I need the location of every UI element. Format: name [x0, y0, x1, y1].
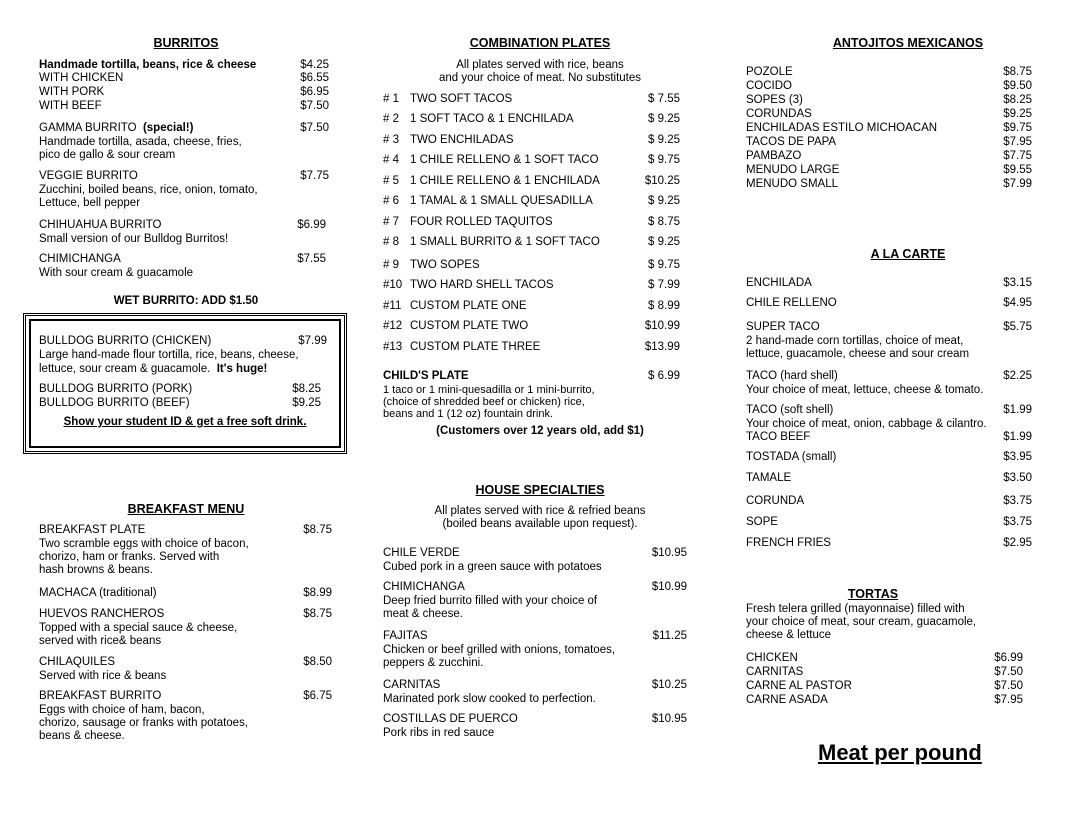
item-description: Your choice of meat, onion, cabbage & cilantro.	[746, 418, 987, 430]
item-name: CHICKEN	[746, 652, 798, 664]
item-description: Chicken or beef grilled with onions, tomatoes, peppers & zucchini.	[383, 644, 616, 669]
item-label: 1 SMALL BURRITO & 1 SOFT TACO	[410, 236, 600, 248]
item-name: CORUNDAS	[746, 108, 812, 120]
item-price: $13.99	[644, 341, 680, 353]
item-number: # 8	[383, 236, 399, 248]
item-name: MENUDO SMALL	[746, 178, 839, 190]
item-price: $3.95	[1003, 451, 1032, 463]
item-price: $ 9.25	[648, 113, 680, 125]
item-name: CHILAQUILES	[39, 656, 116, 668]
item-name: CHILE RELLENO	[746, 297, 837, 309]
item-name	[383, 134, 514, 147]
item-description: Pork ribs in red sauce	[383, 727, 495, 739]
menu-item	[746, 122, 1032, 135]
menu-item	[39, 587, 332, 600]
item-number: # 9	[383, 259, 399, 271]
item-description: Served with rice & beans	[39, 670, 167, 682]
item-number: #12	[383, 320, 403, 332]
menu-item	[383, 713, 687, 726]
item-price: $ 6.99	[648, 370, 680, 382]
menu-item	[746, 94, 1032, 107]
item-name: MENUDO LARGE	[746, 164, 840, 176]
item-price: $6.99	[994, 652, 1023, 664]
menu-item	[39, 608, 332, 621]
menu-item	[383, 134, 680, 147]
item-description: Small version of our Bulldog Burritos!	[39, 233, 229, 245]
menu-item	[383, 300, 680, 313]
item-name: BULLDOG BURRITO (CHICKEN)	[39, 335, 212, 347]
item-price: $ 9.25	[648, 134, 680, 146]
menu-item	[39, 122, 329, 135]
item-name	[383, 216, 553, 229]
item-name	[383, 320, 528, 333]
item-price: $2.25	[1003, 370, 1032, 382]
item-label: TWO HARD SHELL TACOS	[410, 279, 554, 291]
menu-item	[383, 341, 680, 354]
menu-item	[39, 253, 326, 266]
menu-item	[383, 320, 680, 333]
desc-emphasis: It's huge!	[216, 363, 268, 375]
item-name: CHIHUAHUA BURRITO	[39, 219, 162, 231]
item-label: TWO SOFT TACOS	[410, 93, 513, 105]
item-price: $8.99	[303, 587, 332, 599]
item-name: CHILE VERDE	[383, 547, 460, 559]
item-name: TACO (soft shell)	[746, 404, 834, 416]
menu-item	[746, 108, 1032, 121]
item-name: BREAKFAST BURRITO	[39, 690, 162, 702]
item-name	[383, 236, 600, 249]
item-name: CARNITAS	[383, 679, 441, 691]
menu-item	[39, 170, 329, 183]
item-name	[383, 259, 480, 272]
item-price: $8.25	[292, 383, 321, 395]
item-name: CARNE AL PASTOR	[746, 680, 852, 692]
menu-item	[746, 80, 1032, 93]
item-price: $ 9.25	[648, 236, 680, 248]
item-name	[383, 154, 599, 167]
menu-item	[383, 370, 680, 383]
item-price: $9.55	[1003, 164, 1032, 176]
item-name	[383, 113, 574, 126]
item-name: COSTILLAS DE PUERCO	[383, 713, 518, 725]
item-name: HUEVOS RANCHEROS	[39, 608, 165, 620]
menu-item	[39, 86, 329, 99]
item-name: TAMALE	[746, 472, 792, 484]
menu-item	[746, 431, 1032, 444]
item-price: $7.50	[994, 680, 1023, 692]
menu-item	[746, 516, 1032, 529]
item-price: $10.25	[644, 175, 680, 187]
item-name: CORUNDA	[746, 495, 805, 507]
menu-item	[383, 93, 680, 106]
item-price: $7.75	[1003, 150, 1032, 162]
item-description: Deep fried burrito filled with your choice of meat & cheese.	[383, 595, 598, 620]
item-price: $10.99	[644, 320, 680, 332]
item-name: WITH CHICKEN	[39, 72, 124, 84]
item-description: Marinated pork slow cooked to perfection.	[383, 693, 596, 705]
combo-intro: All plates served with rice, beans and your choice of meat. No substitutes	[439, 59, 641, 84]
item-name: ENCHILADA	[746, 277, 812, 289]
student-offer: Show your student ID & get a free soft drink.	[63, 416, 307, 428]
combo-heading: COMBINATION PLATES	[469, 36, 611, 50]
menu-item	[383, 154, 680, 167]
item-price: $7.50	[300, 100, 329, 112]
item-price: $8.75	[1003, 66, 1032, 78]
item-name	[383, 93, 512, 106]
item-price: $7.99	[298, 335, 327, 347]
item-number: # 5	[383, 175, 399, 187]
item-price: $10.95	[651, 713, 687, 725]
item-label: TWO SOPES	[410, 259, 480, 271]
menu-item	[746, 652, 1023, 665]
item-name: BREAKFAST PLATE	[39, 524, 146, 536]
menu-item	[746, 150, 1032, 163]
item-name: SOPES (3)	[746, 94, 803, 106]
menu-item	[39, 397, 321, 410]
menu-item	[746, 66, 1032, 79]
item-name	[383, 341, 540, 354]
item-price: $2.95	[1003, 537, 1032, 549]
menu-item	[383, 113, 680, 126]
item-name: VEGGIE BURRITO	[39, 170, 138, 182]
item-price: $6.75	[303, 690, 332, 702]
item-price: $8.75	[303, 524, 332, 536]
menu-item	[39, 100, 329, 113]
menu-item	[383, 236, 680, 249]
wet-burrito-note: WET BURRITO: ADD $1.50	[113, 295, 259, 307]
item-number: # 4	[383, 154, 399, 166]
item-price: $4.25	[300, 59, 329, 71]
item-price: $7.55	[297, 253, 326, 265]
meat-per-pound-title: Meat per pound	[818, 740, 982, 765]
item-price: $7.95	[994, 694, 1023, 706]
item-label: 1 CHILE RELLENO & 1 SOFT TACO	[410, 154, 599, 166]
item-label: 1 CHILE RELLENO & 1 ENCHILADA	[410, 175, 600, 187]
item-price: $8.75	[303, 608, 332, 620]
carte-heading: A LA CARTE	[870, 247, 946, 261]
item-price: $11.25	[652, 630, 687, 642]
item-name: Handmade tortilla, beans, rice & cheese	[39, 59, 257, 71]
item-description: With sour cream & guacamole	[39, 267, 194, 279]
item-name	[383, 300, 527, 313]
menu-item	[746, 321, 1032, 334]
menu-item	[746, 404, 1032, 417]
item-price: $6.55	[300, 72, 329, 84]
menu-item	[746, 164, 1032, 177]
item-name: ENCHILADAS ESTILO MICHOACAN	[746, 122, 938, 134]
item-price: $9.25	[1003, 108, 1032, 120]
item-name: MACHACA (traditional)	[39, 587, 157, 599]
menu-item	[383, 259, 680, 272]
item-price: $5.75	[1003, 321, 1032, 333]
item-name: WITH BEEF	[39, 100, 102, 112]
item-price: $7.75	[300, 170, 329, 182]
item-price: $10.95	[651, 547, 687, 559]
item-price: $1.99	[1003, 431, 1032, 443]
item-label: 1 TAMAL & 1 SMALL QUESADILLA	[410, 195, 593, 207]
item-name: TACO (hard shell)	[746, 370, 838, 382]
item-name: WITH PORK	[39, 86, 105, 98]
item-description: Large hand-made flour tortilla, rice, beans, cheese,	[39, 349, 299, 361]
item-name: GAMMA BURRITO	[39, 122, 137, 134]
menu-item	[746, 178, 1032, 191]
item-label: FOUR ROLLED TAQUITOS	[410, 216, 553, 228]
item-name	[383, 175, 600, 188]
item-description: Handmade tortilla, asada, cheese, fries, pico de gallo & sour cream	[39, 136, 242, 161]
item-price: $7.50	[994, 666, 1023, 678]
menu-item	[39, 72, 329, 85]
item-name: TOSTADA (small)	[746, 451, 837, 463]
menu-item	[39, 656, 332, 669]
item-name: SUPER TACO	[746, 321, 820, 333]
child-note: (Customers over 12 years old, add $1)	[436, 425, 644, 437]
item-price: $9.75	[1003, 122, 1032, 134]
item-name: CHILD'S PLATE	[383, 370, 469, 382]
tortas-heading: TORTAS	[847, 587, 899, 601]
item-price: $6.95	[300, 86, 329, 98]
item-price: $8.50	[303, 656, 332, 668]
menu-item	[746, 680, 1023, 693]
menu-item	[383, 279, 680, 292]
menu-item	[39, 219, 326, 232]
item-description: Two scramble eggs with choice of bacon, chorizo, ham or franks. Served with hash browns & beans.	[39, 538, 249, 576]
item-name: FRENCH FRIES	[746, 537, 831, 549]
burritos-heading: BURRITOS	[153, 36, 219, 50]
item-label: TWO ENCHILADAS	[410, 134, 514, 146]
item-price: $ 8.75	[648, 216, 680, 228]
breakfast-heading: BREAKFAST MENU	[127, 502, 245, 516]
menu-item	[39, 383, 321, 396]
item-price: $9.50	[1003, 80, 1032, 92]
item-name: POZOLE	[746, 66, 793, 78]
item-price: $3.75	[1003, 516, 1032, 528]
item-description: 2 hand-made corn tortillas, choice of meat, lettuce, guacamole, cheese and sour cream	[746, 335, 970, 360]
item-number: #13	[383, 341, 403, 353]
item-price: $7.99	[1003, 178, 1032, 190]
item-description: Cubed pork in a green sauce with potatoes	[383, 561, 602, 573]
item-price: $4.95	[1003, 297, 1032, 309]
item-price: $ 9.75	[648, 259, 680, 271]
item-price: $10.25	[651, 679, 687, 691]
item-price: $ 8.99	[648, 300, 680, 312]
menu-item	[746, 666, 1023, 679]
item-description: Zucchini, boiled beans, rice, onion, tomato, Lettuce, bell pepper	[39, 184, 258, 209]
item-price: $ 7.55	[648, 93, 680, 105]
menu-item	[746, 136, 1032, 149]
item-price: $8.25	[1003, 94, 1032, 106]
item-description	[39, 363, 267, 376]
item-price: $ 9.75	[648, 154, 680, 166]
item-number: # 3	[383, 134, 399, 146]
item-name: SOPE	[746, 516, 778, 528]
item-name: CARNITAS	[746, 666, 804, 678]
item-number: # 6	[383, 195, 399, 207]
item-tag: (special!)	[142, 122, 194, 134]
item-price: $3.15	[1003, 277, 1032, 289]
item-description: Eggs with choice of ham, bacon, chorizo, sausage or franks with potatoes, beans & cheese.	[39, 704, 249, 742]
menu-item	[746, 297, 1032, 310]
item-price: $10.99	[651, 581, 687, 593]
house-heading: HOUSE SPECIALTIES	[475, 483, 605, 497]
item-label: 1 SOFT TACO & 1 ENCHILADA	[410, 113, 574, 125]
item-description: Your choice of meat, lettuce, cheese & tomato.	[746, 384, 984, 396]
tortas-description: Fresh telera grilled (mayonnaise) filled with your choice of meat, sour cream, guacamole, cheese & lettuce	[746, 603, 977, 641]
item-number: # 1	[383, 93, 399, 105]
item-price: $7.50	[300, 122, 329, 134]
item-price: $7.95	[1003, 136, 1032, 148]
item-price: $9.25	[292, 397, 321, 409]
item-name: PAMBAZO	[746, 150, 802, 162]
item-label: CUSTOM PLATE ONE	[410, 300, 527, 312]
menu-item	[383, 679, 687, 692]
menu-item	[39, 335, 327, 348]
antojitos-heading: ANTOJITOS MEXICANOS	[832, 36, 984, 50]
item-name: CARNE ASADA	[746, 694, 828, 706]
menu-item	[383, 216, 680, 229]
item-price: $3.75	[1003, 495, 1032, 507]
item-number: #10	[383, 279, 403, 291]
menu-item	[39, 690, 332, 703]
item-name: TACO BEEF	[746, 431, 811, 443]
item-price: $ 7.99	[648, 279, 680, 291]
item-name: CHIMICHANGA	[383, 581, 465, 593]
menu-item	[39, 524, 332, 537]
menu-item	[383, 547, 687, 560]
menu-item	[746, 472, 1032, 485]
item-name: FAJITAS	[383, 630, 428, 642]
item-name: TACOS DE PAPA	[746, 136, 837, 148]
item-number: #11	[383, 300, 402, 312]
item-price: $ 9.25	[648, 195, 680, 207]
item-name: BULLDOG BURRITO (BEEF)	[39, 397, 190, 409]
item-description: 1 taco or 1 mini-quesadilla or 1 mini-burrito, (choice of shredded beef or chicken) rice, beans and 1 (12 oz) fountain drink.	[383, 384, 595, 420]
item-label: CUSTOM PLATE THREE	[410, 341, 541, 353]
item-name	[383, 279, 554, 292]
item-name	[383, 195, 593, 208]
item-name: BULLDOG BURRITO (PORK)	[39, 383, 193, 395]
item-number: # 2	[383, 113, 399, 125]
menu-item	[383, 581, 687, 594]
item-label: CUSTOM PLATE TWO	[410, 320, 529, 332]
item-name: COCIDO	[746, 80, 792, 92]
item-price: $1.99	[1003, 404, 1032, 416]
desc-text: lettuce, sour cream & guacamole.	[39, 363, 211, 375]
menu-item	[746, 694, 1023, 707]
item-price: $3.50	[1003, 472, 1032, 484]
menu-item	[383, 175, 680, 188]
menu-item	[746, 370, 1032, 383]
menu-item	[746, 451, 1032, 464]
menu-item	[746, 495, 1032, 508]
menu-item	[746, 277, 1032, 290]
item-price: $6.99	[297, 219, 326, 231]
menu-item	[383, 630, 687, 643]
item-name: CHIMICHANGA	[39, 253, 121, 265]
menu-item	[383, 195, 680, 208]
house-intro: All plates served with rice & refried beans (boiled beans available upon request).	[434, 505, 646, 530]
menu-item	[39, 59, 329, 72]
item-number: # 7	[383, 216, 399, 228]
item-description: Topped with a special sauce & cheese, served with rice& beans	[39, 622, 238, 647]
menu-item	[746, 537, 1032, 550]
